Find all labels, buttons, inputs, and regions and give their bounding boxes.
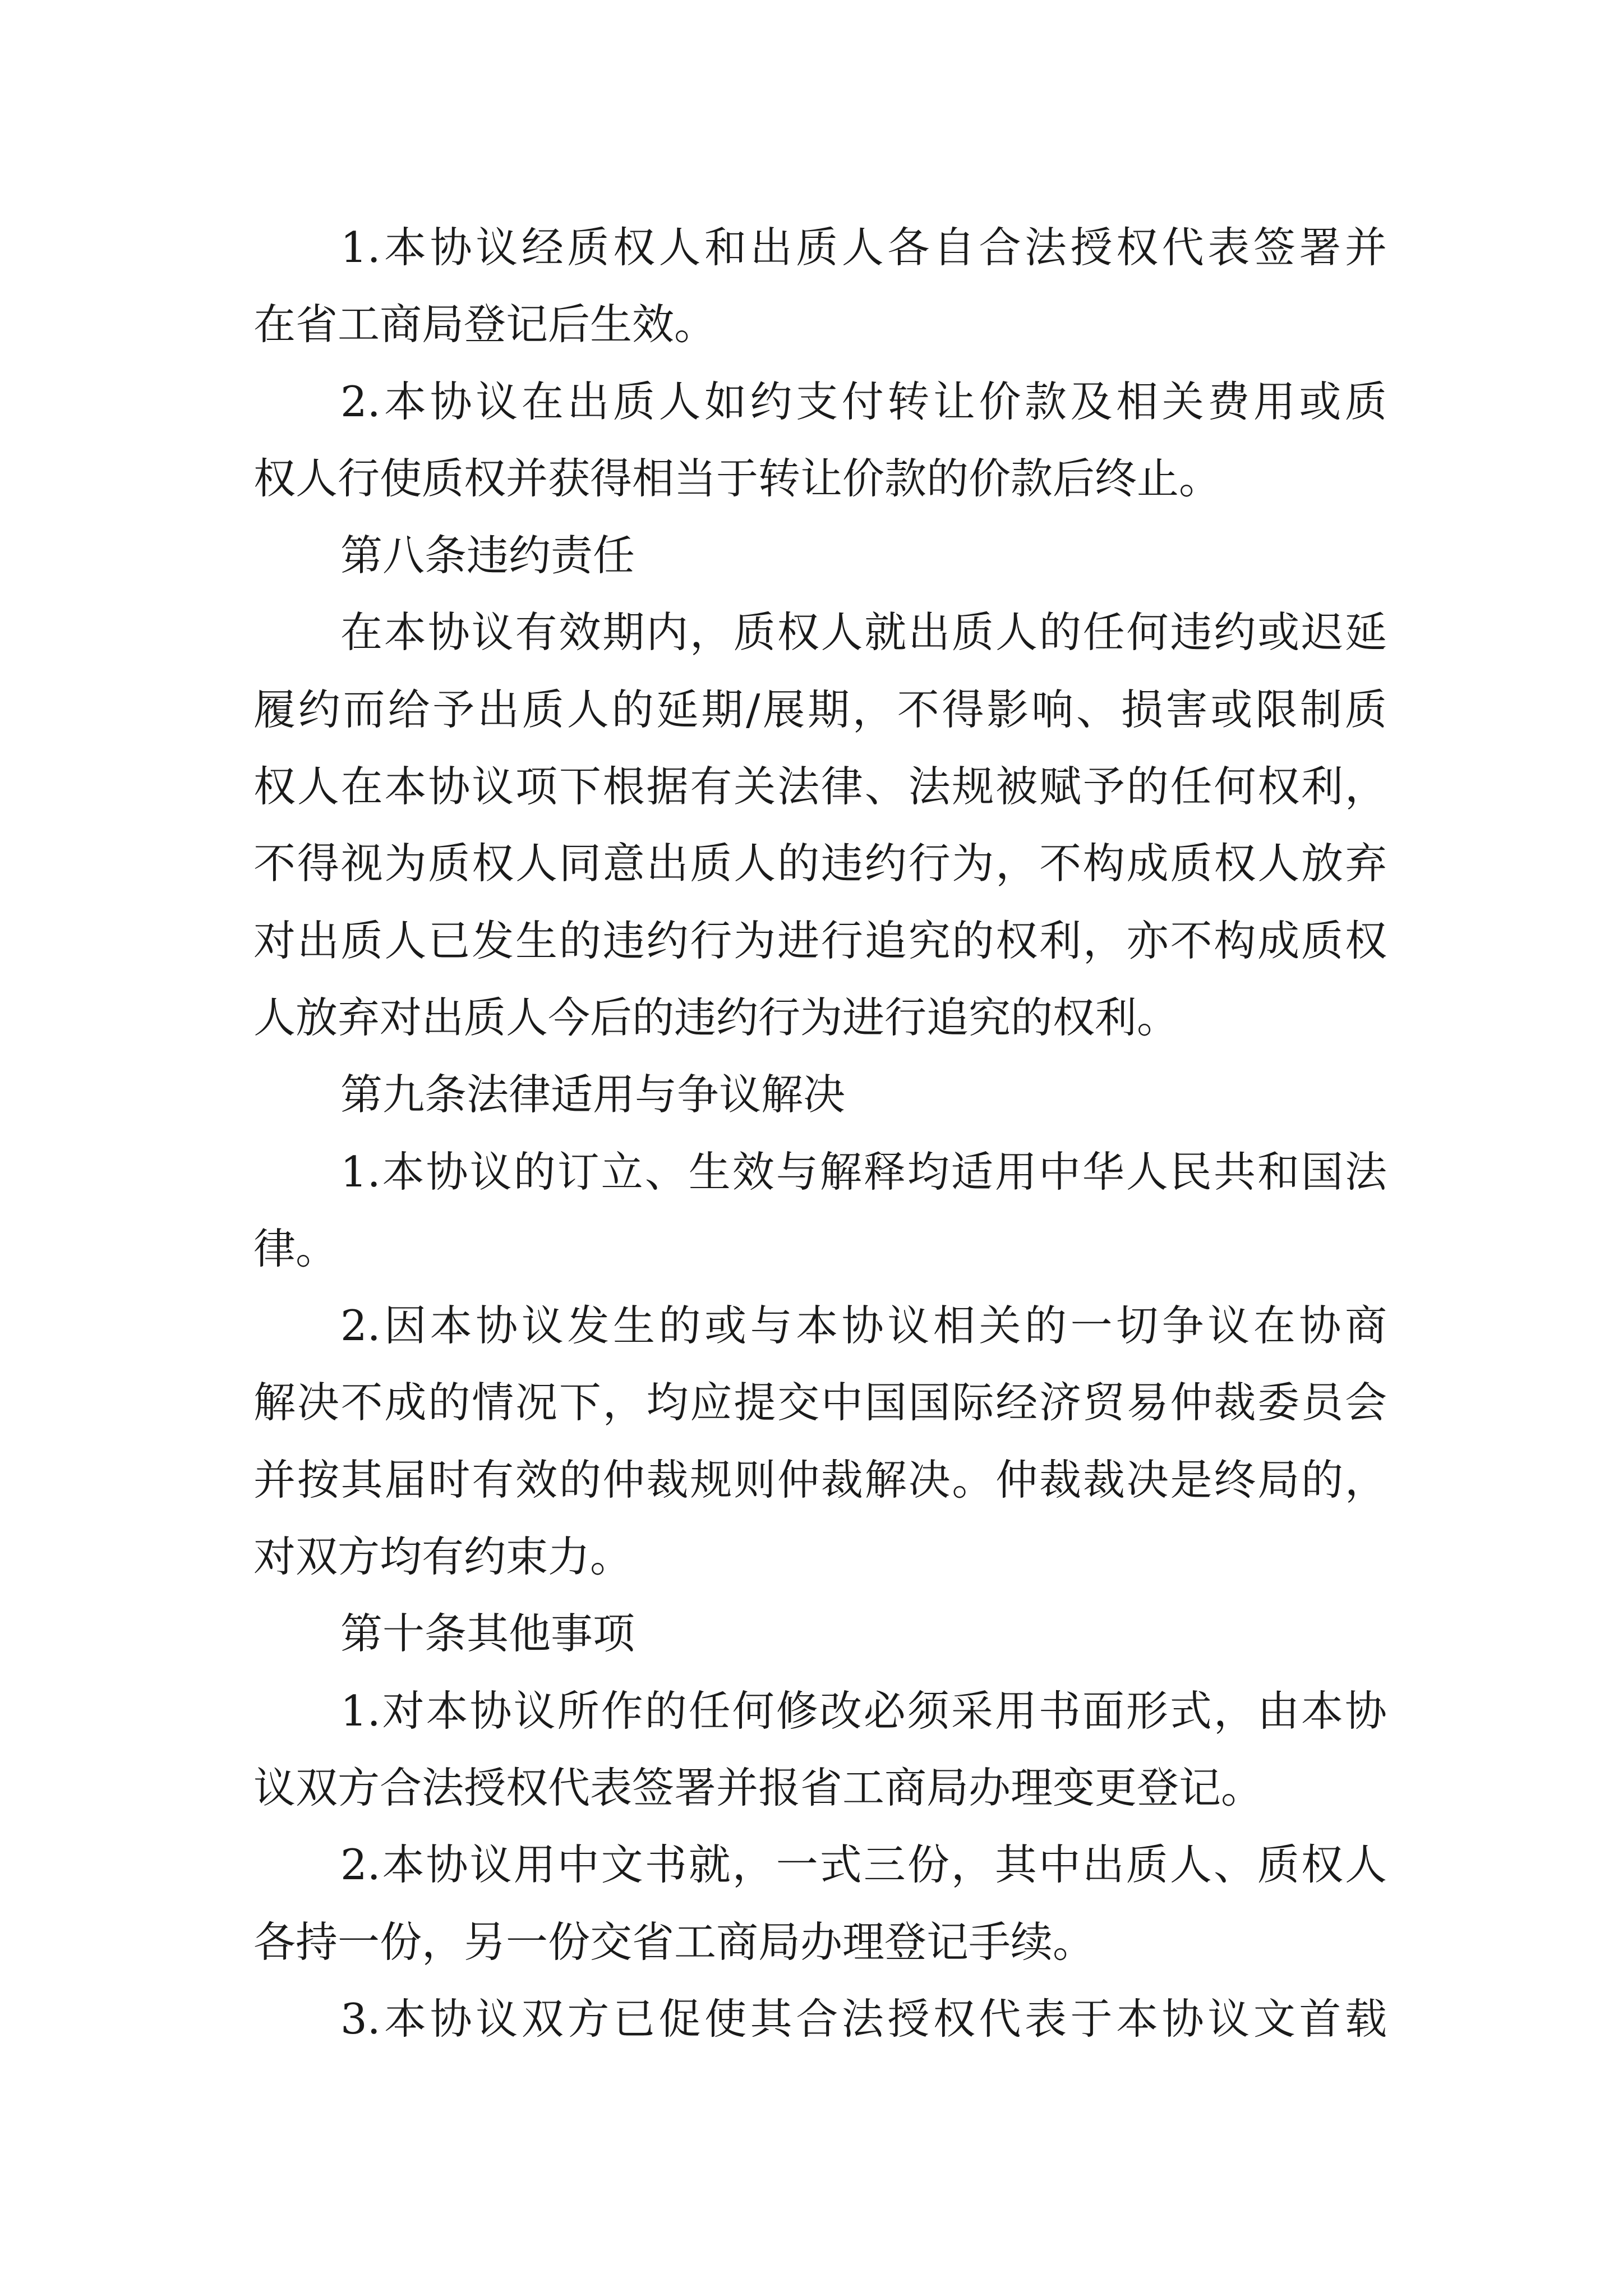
text-line: 对双方均有约束力。 <box>253 1532 633 1582</box>
text-line: 1.本协议的订立、生效与解释均适用中华人民共和国法 <box>340 1147 1387 1197</box>
text-line: 2.本协议在出质人如约支付转让价款及相关费用或质 <box>340 376 1387 426</box>
clause-paragraph <box>253 1134 1387 1288</box>
text-line: 权人在本协议项下根据有关法律、法规被赋予的任何权利， <box>253 762 1387 812</box>
text-line: 在省工商局登记后生效。 <box>253 300 717 349</box>
clause-paragraph <box>253 1826 1387 1981</box>
text-line: 人放弃对出质人今后的违约行为进行追究的权利。 <box>253 992 1179 1042</box>
text-line: 议双方合法授权代表签署并报省工商局办理变更登记。 <box>253 1763 1264 1812</box>
clause-paragraph <box>253 364 1387 518</box>
text-line: 不得视为质权人同意出质人的违约行为，不构成质权人放弃 <box>253 839 1387 889</box>
text-line: 对出质人已发生的违约行为进行追究的权利，亦不构成质权 <box>253 915 1387 965</box>
text-line: 2.因本协议发生的或与本协议相关的一切争议在协商 <box>340 1301 1387 1351</box>
text-line: 权人行使质权并获得相当于转让价款的价款后终止。 <box>253 453 1221 503</box>
clause-paragraph <box>253 1287 1387 1595</box>
text-line: 解决不成的情况下，均应提交中国国际经济贸易仲裁委员会 <box>253 1378 1387 1428</box>
text-line: 1.对本协议所作的任何修改必须采用书面形式，由本协 <box>340 1686 1387 1736</box>
section-heading <box>253 517 1387 594</box>
clause-paragraph <box>253 1981 1387 2058</box>
section-heading <box>253 1595 1387 1672</box>
clause-paragraph <box>253 1673 1387 1827</box>
text-line: 并按其届时有效的仲裁规则仲裁解决。仲裁裁决是终局的， <box>253 1455 1387 1504</box>
text-line: 1.本协议经质权人和出质人各自合法授权代表签署并 <box>340 223 1387 272</box>
clause-paragraph <box>253 594 1387 1056</box>
section-heading <box>253 1056 1387 1133</box>
section-heading-text: 第八条违约责任 <box>340 531 635 581</box>
text-line: 2.本协议用中文书就，一式三份，其中出质人、质权人 <box>340 1840 1387 1890</box>
text-line: 3.本协议双方已促使其合法授权代表于本协议文首载 <box>340 1994 1387 2044</box>
section-heading-text: 第九条法律适用与争议解决 <box>340 1070 846 1120</box>
text-line: 履约而给予出质人的延期/展期，不得影响、损害或限制质 <box>253 684 1387 734</box>
document-body <box>253 209 1387 2058</box>
text-line: 律。 <box>253 1223 338 1273</box>
clause-paragraph <box>253 209 1387 364</box>
section-heading-text: 第十条其他事项 <box>340 1609 635 1659</box>
text-line: 在本协议有效期内，质权人就出质人的任何违约或迟延 <box>340 608 1387 657</box>
text-line: 各持一份，另一份交省工商局办理登记手续。 <box>253 1917 1095 1967</box>
